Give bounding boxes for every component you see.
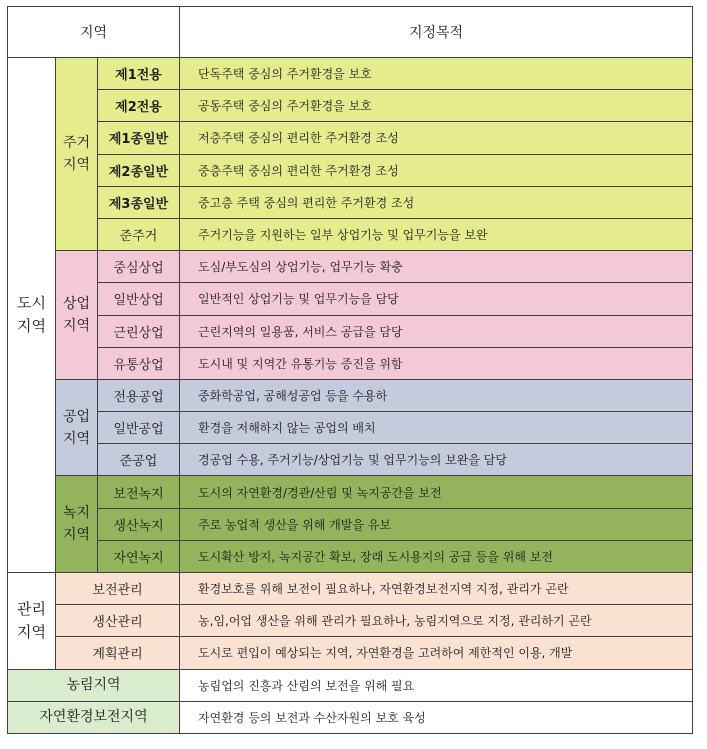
zone-name: 자연녹지 <box>98 540 180 572</box>
zone-name: 생산관리 <box>56 605 180 637</box>
table-row <box>8 315 693 347</box>
zone-purpose: 환경을 저해하지 않는 공업의 배치 <box>180 412 693 444</box>
table-row <box>8 379 693 411</box>
zone-purpose: 단독주택 중심의 주거환경을 보호 <box>180 58 693 90</box>
commercial-area-label: 상업 지역 <box>56 251 98 380</box>
zone-purpose: 도시의 자연환경/경관/산림 및 녹지공간을 보전 <box>180 476 693 508</box>
zone-name: 준공업 <box>98 444 180 476</box>
zone-name: 보전녹지 <box>98 476 180 508</box>
zone-name: 중심상업 <box>98 251 180 283</box>
zone-purpose: 경공업 수용, 주거기능/상업기능 및 업무기능의 보완을 담당 <box>180 444 693 476</box>
table-row <box>8 58 693 90</box>
zone-purpose: 농,임,어업 생산을 위해 관리가 필요하나, 농림지역으로 지정, 관리하기 곤란 <box>180 605 693 637</box>
zone-purpose: 근린지역의 일용품, 서비스 공급을 담당 <box>180 315 693 347</box>
table-row <box>8 605 693 637</box>
zone-purpose: 도시로 편입이 예상되는 지역, 자연환경을 고려하여 제한적인 이용, 개발 <box>180 637 693 669</box>
zone-purpose: 저층주택 중심의 편리한 주거환경 조성 <box>180 122 693 154</box>
industrial-area-label: 공업 지역 <box>56 379 98 476</box>
zone-name: 계획관리 <box>56 637 180 669</box>
zone-name: 제3종일반 <box>98 186 180 218</box>
zone-purpose: 공동주택 중심의 주거환경을 보호 <box>180 90 693 122</box>
zone-name: 근린상업 <box>98 315 180 347</box>
zone-name: 일반공업 <box>98 412 180 444</box>
zone-name: 제1전용 <box>98 58 180 90</box>
table-row <box>8 347 693 379</box>
agri-forest-area-label: 농림지역 <box>8 669 180 701</box>
table-row <box>8 154 693 186</box>
table-row <box>8 444 693 476</box>
zone-name: 제1종일반 <box>98 122 180 154</box>
nature-conservation-area-label: 자연환경보전지역 <box>8 701 180 733</box>
table-row <box>8 122 693 154</box>
green-area-label: 녹지 지역 <box>56 476 98 573</box>
zone-name: 일반상업 <box>98 283 180 315</box>
zone-name: 준주거 <box>98 218 180 250</box>
table-row <box>8 637 693 669</box>
zone-purpose: 일반적인 상업기능 및 업무기능을 담당 <box>180 283 693 315</box>
zone-purpose: 중고층 주택 중심의 편리한 주거환경 조성 <box>180 186 693 218</box>
zone-name: 제2종일반 <box>98 154 180 186</box>
management-area-label: 관리 지역 <box>8 573 56 670</box>
table-row <box>8 251 693 283</box>
table-row <box>8 90 693 122</box>
zone-name: 제2전용 <box>98 90 180 122</box>
zone-purpose: 환경보호를 위해 보전이 필요하나, 자연환경보전지역 지정, 관리가 곤란 <box>180 573 693 605</box>
zone-purpose: 도심/부도심의 상업기능, 업무기능 확충 <box>180 251 693 283</box>
header-region: 지역 <box>8 7 180 58</box>
header-purpose: 지정목적 <box>180 7 693 58</box>
table-row <box>8 412 693 444</box>
table-row <box>8 186 693 218</box>
zone-purpose: 도시내 및 지역간 유통기능 증진을 위함 <box>180 347 693 379</box>
table-row <box>8 218 693 250</box>
zone-purpose: 주로 농업적 생산을 위해 개발을 유보 <box>180 508 693 540</box>
residential-area-label: 주거 지역 <box>56 58 98 251</box>
zone-purpose: 자연환경 등의 보전과 수산자원의 보호 육성 <box>180 701 693 733</box>
zone-purpose: 주거기능을 지원하는 일부 상업기능 및 업무기능을 보완 <box>180 218 693 250</box>
table-row <box>8 283 693 315</box>
table-row <box>8 508 693 540</box>
table-row <box>8 669 693 701</box>
table-row <box>8 701 693 733</box>
zone-name: 전용공업 <box>98 379 180 411</box>
zone-purpose: 농림업의 진흥과 산림의 보전을 위해 필요 <box>180 669 693 701</box>
zone-name: 생산녹지 <box>98 508 180 540</box>
zone-purpose: 중층주택 중심의 편리한 주거환경 조성 <box>180 154 693 186</box>
table-row <box>8 573 693 605</box>
urban-area-label: 도시 지역 <box>8 58 56 573</box>
zone-purpose: 중화학공업, 공해성공업 등을 수용하 <box>180 379 693 411</box>
zone-name: 보전관리 <box>56 573 180 605</box>
table-row <box>8 476 693 508</box>
zoning-table <box>7 6 693 734</box>
table-row <box>8 540 693 572</box>
zone-name: 유통상업 <box>98 347 180 379</box>
zone-purpose: 도시확산 방지, 녹지공간 확보, 장래 도시용지의 공급 등을 위해 보전 <box>180 540 693 572</box>
